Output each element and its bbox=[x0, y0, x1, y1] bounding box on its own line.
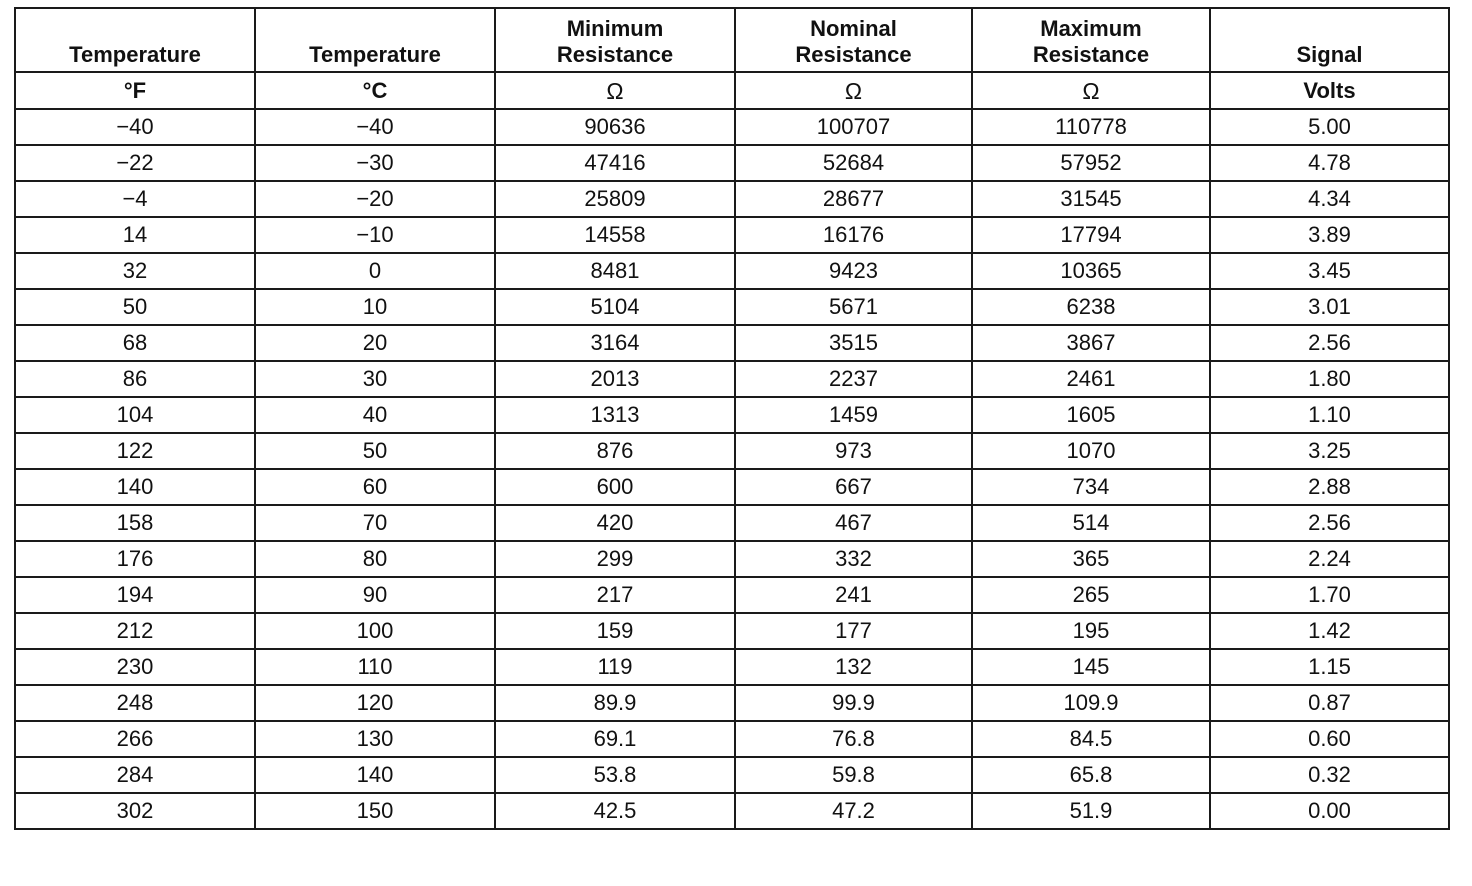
table-row bbox=[15, 505, 1449, 541]
cell-temp-c: 10 bbox=[255, 289, 495, 325]
cell-nominal-resistance: 132 bbox=[735, 649, 972, 685]
cell-signal-volts: 1.10 bbox=[1210, 397, 1449, 433]
cell-nominal-resistance: 2237 bbox=[735, 361, 972, 397]
unit-volts: Volts bbox=[1210, 72, 1449, 109]
cell-nominal-resistance: 3515 bbox=[735, 325, 972, 361]
cell-temp-f: 122 bbox=[15, 433, 255, 469]
cell-min-resistance: 42.5 bbox=[495, 793, 735, 829]
cell-max-resistance: 84.5 bbox=[972, 721, 1210, 757]
cell-max-resistance: 514 bbox=[972, 505, 1210, 541]
cell-temp-f: −40 bbox=[15, 109, 255, 145]
cell-temp-c: 30 bbox=[255, 361, 495, 397]
cell-temp-c: 90 bbox=[255, 577, 495, 613]
cell-max-resistance: 51.9 bbox=[972, 793, 1210, 829]
cell-max-resistance: 3867 bbox=[972, 325, 1210, 361]
cell-nominal-resistance: 177 bbox=[735, 613, 972, 649]
cell-temp-f: 230 bbox=[15, 649, 255, 685]
cell-signal-volts: 0.60 bbox=[1210, 721, 1449, 757]
cell-temp-c: −40 bbox=[255, 109, 495, 145]
cell-min-resistance: 8481 bbox=[495, 253, 735, 289]
cell-nominal-resistance: 332 bbox=[735, 541, 972, 577]
table-row bbox=[15, 289, 1449, 325]
cell-signal-volts: 1.42 bbox=[1210, 613, 1449, 649]
cell-temp-c: 100 bbox=[255, 613, 495, 649]
cell-signal-volts: 5.00 bbox=[1210, 109, 1449, 145]
cell-temp-f: 302 bbox=[15, 793, 255, 829]
header-temperature-c: Temperature bbox=[255, 8, 495, 72]
cell-temp-f: −4 bbox=[15, 181, 255, 217]
cell-signal-volts: 0.32 bbox=[1210, 757, 1449, 793]
cell-max-resistance: 10365 bbox=[972, 253, 1210, 289]
cell-max-resistance: 17794 bbox=[972, 217, 1210, 253]
cell-nominal-resistance: 1459 bbox=[735, 397, 972, 433]
cell-max-resistance: 1605 bbox=[972, 397, 1210, 433]
cell-min-resistance: 3164 bbox=[495, 325, 735, 361]
cell-temp-f: 176 bbox=[15, 541, 255, 577]
cell-temp-c: 50 bbox=[255, 433, 495, 469]
cell-signal-volts: 3.25 bbox=[1210, 433, 1449, 469]
cell-temp-c: −30 bbox=[255, 145, 495, 181]
cell-min-resistance: 876 bbox=[495, 433, 735, 469]
cell-signal-volts: 3.45 bbox=[1210, 253, 1449, 289]
cell-max-resistance: 109.9 bbox=[972, 685, 1210, 721]
cell-max-resistance: 57952 bbox=[972, 145, 1210, 181]
cell-signal-volts: 4.34 bbox=[1210, 181, 1449, 217]
cell-max-resistance: 2461 bbox=[972, 361, 1210, 397]
cell-min-resistance: 14558 bbox=[495, 217, 735, 253]
unit-ohm-nominal: Ω bbox=[735, 72, 972, 109]
cell-temp-c: 140 bbox=[255, 757, 495, 793]
cell-temp-c: 70 bbox=[255, 505, 495, 541]
cell-temp-c: −20 bbox=[255, 181, 495, 217]
table-row bbox=[15, 253, 1449, 289]
cell-nominal-resistance: 76.8 bbox=[735, 721, 972, 757]
cell-signal-volts: 3.89 bbox=[1210, 217, 1449, 253]
table-row bbox=[15, 613, 1449, 649]
cell-nominal-resistance: 667 bbox=[735, 469, 972, 505]
cell-temp-c: 0 bbox=[255, 253, 495, 289]
cell-temp-c: −10 bbox=[255, 217, 495, 253]
cell-signal-volts: 1.80 bbox=[1210, 361, 1449, 397]
header-temperature-f: Temperature bbox=[15, 8, 255, 72]
cell-min-resistance: 5104 bbox=[495, 289, 735, 325]
table-row bbox=[15, 433, 1449, 469]
cell-max-resistance: 31545 bbox=[972, 181, 1210, 217]
cell-temp-f: 284 bbox=[15, 757, 255, 793]
cell-temp-f: 32 bbox=[15, 253, 255, 289]
table-row bbox=[15, 217, 1449, 253]
cell-signal-volts: 0.00 bbox=[1210, 793, 1449, 829]
cell-max-resistance: 734 bbox=[972, 469, 1210, 505]
table-row bbox=[15, 469, 1449, 505]
cell-nominal-resistance: 973 bbox=[735, 433, 972, 469]
cell-nominal-resistance: 9423 bbox=[735, 253, 972, 289]
unit-fahrenheit: °F bbox=[15, 72, 255, 109]
cell-temp-c: 60 bbox=[255, 469, 495, 505]
cell-max-resistance: 195 bbox=[972, 613, 1210, 649]
cell-nominal-resistance: 47.2 bbox=[735, 793, 972, 829]
cell-nominal-resistance: 467 bbox=[735, 505, 972, 541]
table-row bbox=[15, 541, 1449, 577]
cell-min-resistance: 1313 bbox=[495, 397, 735, 433]
table-row bbox=[15, 685, 1449, 721]
cell-min-resistance: 420 bbox=[495, 505, 735, 541]
temperature-resistance-table bbox=[14, 7, 1450, 830]
cell-min-resistance: 89.9 bbox=[495, 685, 735, 721]
cell-signal-volts: 2.24 bbox=[1210, 541, 1449, 577]
cell-temp-f: 158 bbox=[15, 505, 255, 541]
cell-temp-f: 68 bbox=[15, 325, 255, 361]
cell-signal-volts: 1.70 bbox=[1210, 577, 1449, 613]
table-body bbox=[15, 109, 1449, 829]
cell-temp-f: −22 bbox=[15, 145, 255, 181]
cell-max-resistance: 6238 bbox=[972, 289, 1210, 325]
cell-min-resistance: 159 bbox=[495, 613, 735, 649]
cell-nominal-resistance: 241 bbox=[735, 577, 972, 613]
cell-temp-f: 248 bbox=[15, 685, 255, 721]
table-row bbox=[15, 577, 1449, 613]
cell-nominal-resistance: 99.9 bbox=[735, 685, 972, 721]
cell-temp-f: 104 bbox=[15, 397, 255, 433]
header-row bbox=[15, 8, 1449, 72]
cell-temp-f: 140 bbox=[15, 469, 255, 505]
header-minimum-resistance: Minimum Resistance bbox=[495, 8, 735, 72]
cell-max-resistance: 145 bbox=[972, 649, 1210, 685]
cell-temp-f: 266 bbox=[15, 721, 255, 757]
cell-nominal-resistance: 5671 bbox=[735, 289, 972, 325]
cell-max-resistance: 1070 bbox=[972, 433, 1210, 469]
cell-signal-volts: 1.15 bbox=[1210, 649, 1449, 685]
cell-signal-volts: 2.56 bbox=[1210, 325, 1449, 361]
cell-temp-f: 50 bbox=[15, 289, 255, 325]
cell-temp-c: 130 bbox=[255, 721, 495, 757]
cell-min-resistance: 119 bbox=[495, 649, 735, 685]
header-maximum-resistance: Maximum Resistance bbox=[972, 8, 1210, 72]
cell-max-resistance: 365 bbox=[972, 541, 1210, 577]
table-row bbox=[15, 649, 1449, 685]
cell-nominal-resistance: 28677 bbox=[735, 181, 972, 217]
cell-min-resistance: 600 bbox=[495, 469, 735, 505]
cell-temp-f: 14 bbox=[15, 217, 255, 253]
cell-signal-volts: 2.88 bbox=[1210, 469, 1449, 505]
table-row bbox=[15, 361, 1449, 397]
header-signal: Signal bbox=[1210, 8, 1449, 72]
table-row bbox=[15, 109, 1449, 145]
cell-min-resistance: 90636 bbox=[495, 109, 735, 145]
cell-nominal-resistance: 59.8 bbox=[735, 757, 972, 793]
document-page bbox=[14, 7, 1448, 830]
cell-signal-volts: 3.01 bbox=[1210, 289, 1449, 325]
cell-min-resistance: 53.8 bbox=[495, 757, 735, 793]
unit-celsius: °C bbox=[255, 72, 495, 109]
table-row bbox=[15, 721, 1449, 757]
cell-min-resistance: 47416 bbox=[495, 145, 735, 181]
table-row bbox=[15, 325, 1449, 361]
unit-row bbox=[15, 72, 1449, 109]
cell-temp-f: 212 bbox=[15, 613, 255, 649]
table-row bbox=[15, 793, 1449, 829]
cell-temp-c: 120 bbox=[255, 685, 495, 721]
table-row bbox=[15, 145, 1449, 181]
cell-max-resistance: 265 bbox=[972, 577, 1210, 613]
cell-temp-c: 40 bbox=[255, 397, 495, 433]
table-row bbox=[15, 757, 1449, 793]
cell-min-resistance: 217 bbox=[495, 577, 735, 613]
cell-nominal-resistance: 100707 bbox=[735, 109, 972, 145]
cell-signal-volts: 2.56 bbox=[1210, 505, 1449, 541]
cell-min-resistance: 69.1 bbox=[495, 721, 735, 757]
cell-temp-f: 194 bbox=[15, 577, 255, 613]
cell-min-resistance: 2013 bbox=[495, 361, 735, 397]
table-row bbox=[15, 181, 1449, 217]
cell-temp-c: 20 bbox=[255, 325, 495, 361]
cell-max-resistance: 65.8 bbox=[972, 757, 1210, 793]
cell-temp-c: 80 bbox=[255, 541, 495, 577]
cell-max-resistance: 110778 bbox=[972, 109, 1210, 145]
table-row bbox=[15, 397, 1449, 433]
cell-nominal-resistance: 52684 bbox=[735, 145, 972, 181]
unit-ohm-max: Ω bbox=[972, 72, 1210, 109]
cell-signal-volts: 4.78 bbox=[1210, 145, 1449, 181]
cell-temp-c: 150 bbox=[255, 793, 495, 829]
cell-min-resistance: 25809 bbox=[495, 181, 735, 217]
cell-temp-f: 86 bbox=[15, 361, 255, 397]
cell-signal-volts: 0.87 bbox=[1210, 685, 1449, 721]
cell-min-resistance: 299 bbox=[495, 541, 735, 577]
header-nominal-resistance: Nominal Resistance bbox=[735, 8, 972, 72]
unit-ohm-min: Ω bbox=[495, 72, 735, 109]
cell-temp-c: 110 bbox=[255, 649, 495, 685]
cell-nominal-resistance: 16176 bbox=[735, 217, 972, 253]
